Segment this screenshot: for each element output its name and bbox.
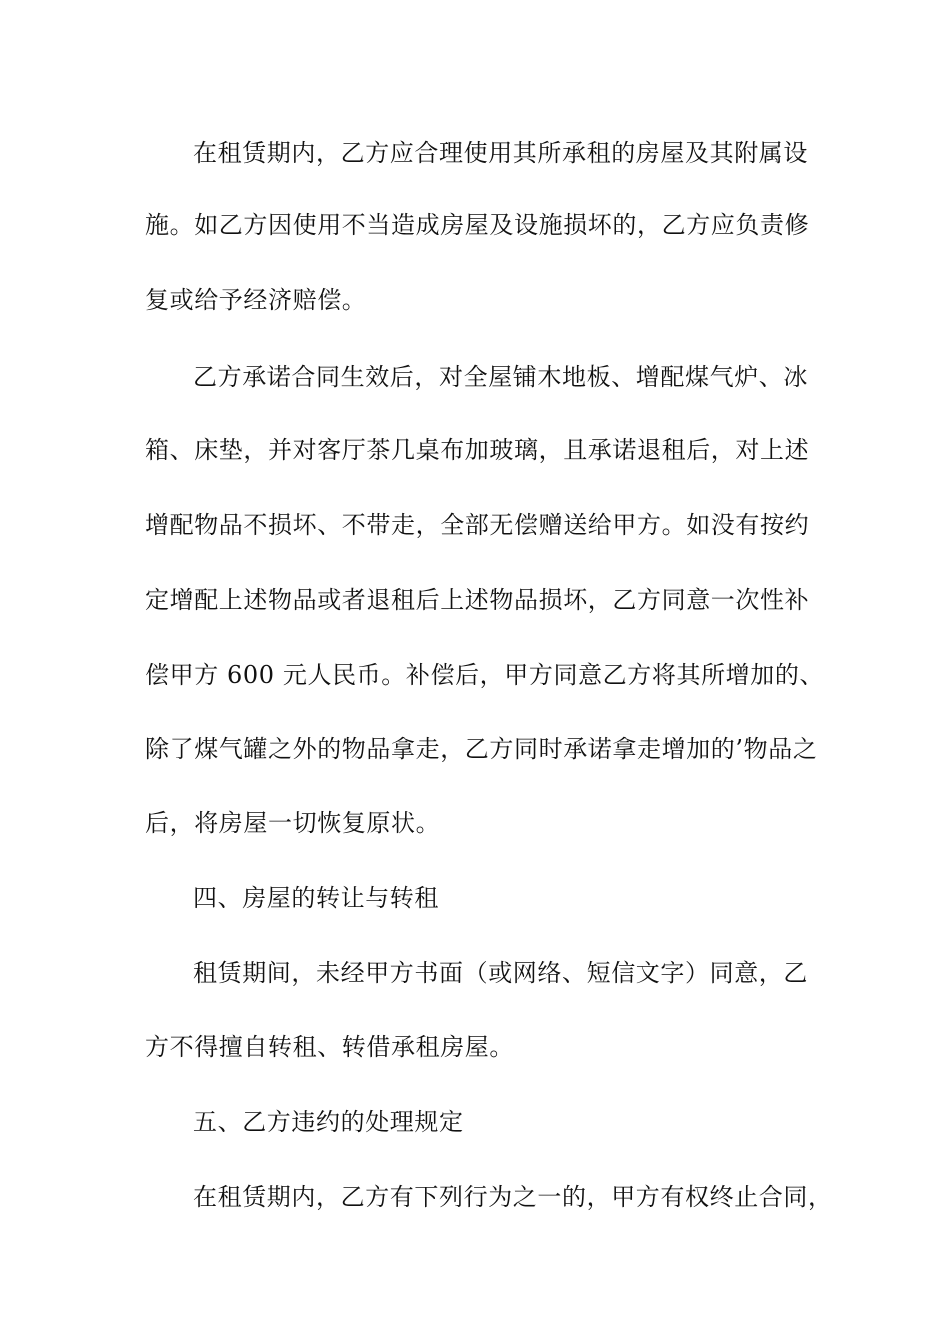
body-text-line: 后，将房屋一切恢复原状。 [145, 809, 441, 837]
section-heading: 四、房屋的转让与转租 [193, 884, 439, 912]
body-text-line: 租赁期间，未经甲方书面（或网络、短信文字）同意，乙 [193, 959, 808, 987]
body-text-line: 定增配上述物品或者退租后上述物品损坏，乙方同意一次性补 [145, 586, 810, 614]
section-heading: 五、乙方违约的处理规定 [193, 1108, 464, 1136]
body-text-line: 施。如乙方因使用不当造成房屋及设施损坏的，乙方应负责修 [145, 211, 810, 239]
body-text-line: 偿甲方 600 元人民币。补偿后，甲方同意乙方将其所增加的、 [145, 661, 825, 689]
body-text-line: 复或给予经济赔偿。 [145, 286, 367, 314]
body-text-line: 箱、床垫，并对客厅茶几桌布加玻璃，且承诺退租后，对上述 [145, 436, 810, 464]
body-text-line: 乙方承诺合同生效后，对全屋铺木地板、增配煤气炉、冰 [193, 363, 808, 391]
body-text-line: 在租赁期内，乙方应合理使用其所承租的房屋及其附属设 [193, 139, 808, 167]
body-text-line: 除了煤气罐之外的物品拿走，乙方同时承诺拿走增加的’物品之 [145, 735, 818, 763]
body-text-line: 方不得擅自转租、转借承租房屋。 [145, 1033, 514, 1061]
body-text-line: 增配物品不损坏、不带走，全部无偿赠送给甲方。如没有按约 [145, 511, 810, 539]
body-text-line: 在租赁期内，乙方有下列行为之一的，甲方有权终止合同， [193, 1183, 833, 1211]
